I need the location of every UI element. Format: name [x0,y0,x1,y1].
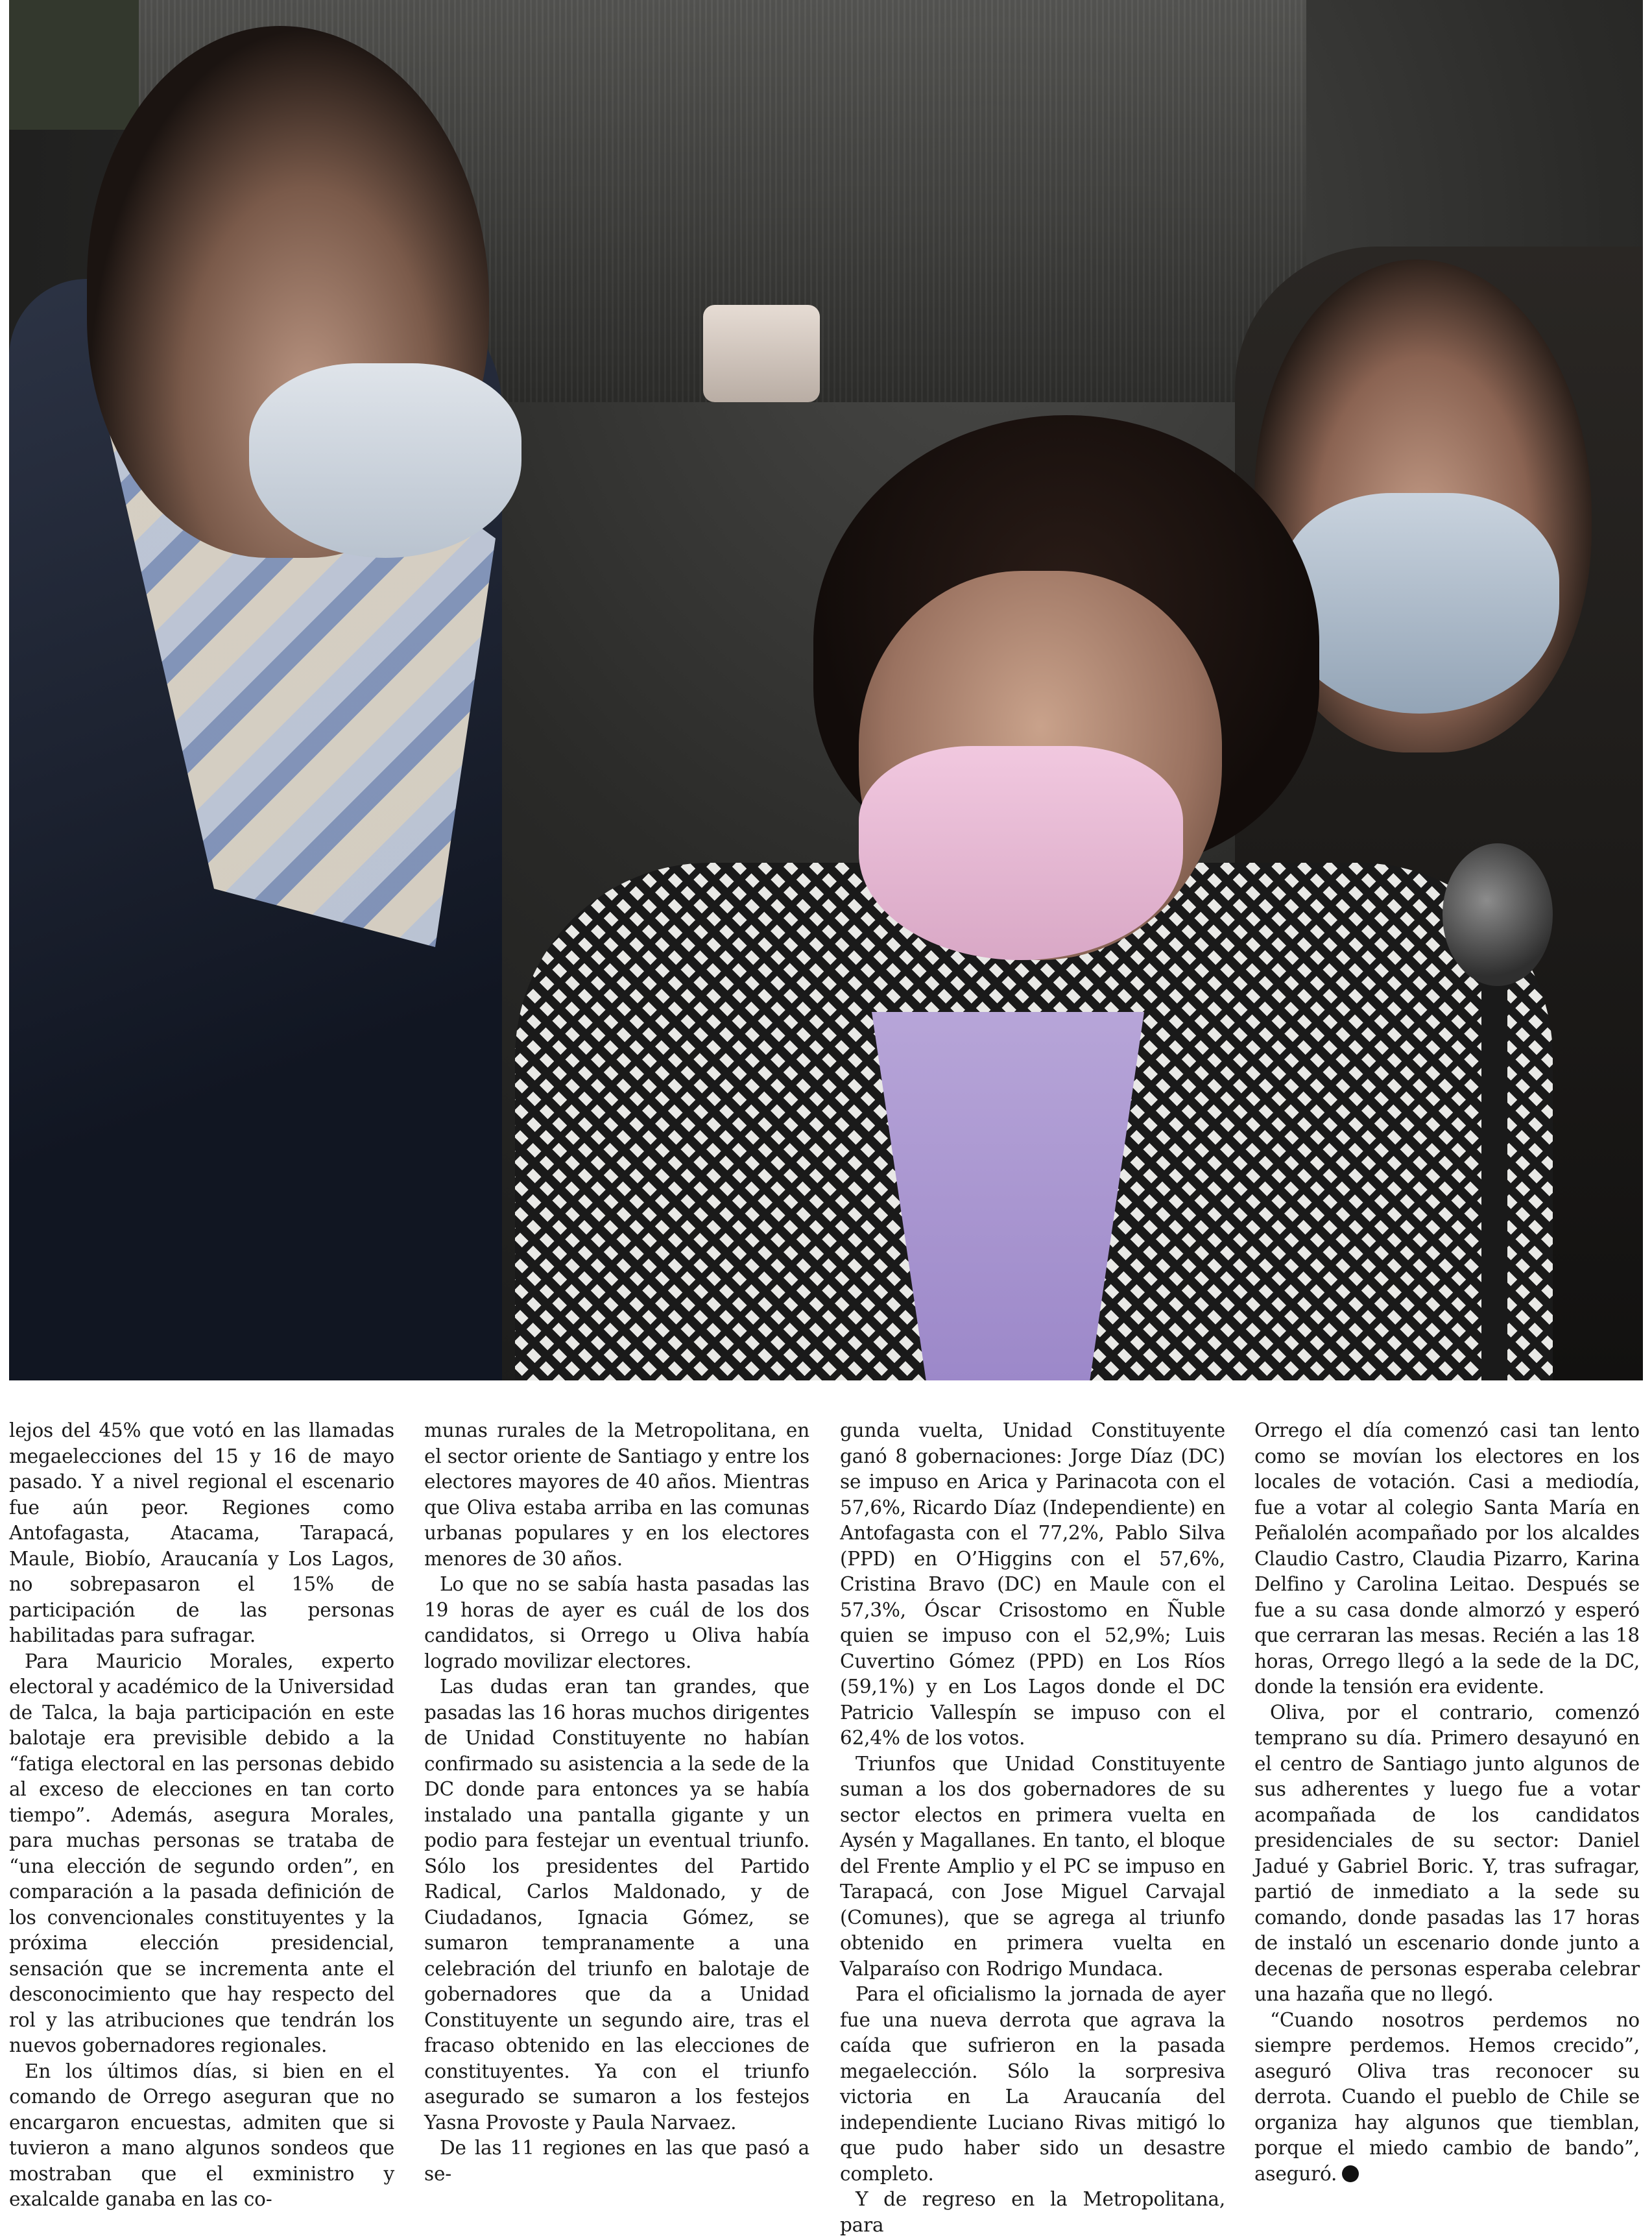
article-body [9,1418,1643,2236]
photo-green-corner [9,0,139,130]
paragraph-final [1254,2008,1640,2187]
photo-woman-pink-mask [859,746,1183,960]
photo-phone-in-crowd [703,305,820,402]
paragraph: Orrego el día comenzó casi tan lento como se movían los electores en los locales de votación. Casi a mediodía, fue a votar al colegio Santa María en Peñalolén acompañado por los alcaldes Claudio Castro, Claudia Pizarro, Karina Delfino y Carolina Leitao. Después se fue a su casa donde almorzó y esperó que cerraran las mesas. Recién a las 18 horas, Orrego llegó a la sede de la DC, donde la tensión era evidente. [1254,1419,1640,1698]
paragraph-final-text: “Cuando nosotros perdemos no siempre perdemos. Hemos crecido”, aseguró Oliva tras reconocer su derrota. Cuando el pueblo de Chile se organiza hay algunos que tiemblan, porque el miedo cambio de bando”, aseguró. [1254,2008,1640,2185]
paragraph: Triunfos que Unidad Constituyente suman a los dos gobernadores de su sector electos en primera vuelta en Aysén y Magallanes. En tanto, el bloque del Frente Amplio y el PC se impuso en Tarapacá, con Jose Miguel Carvajal (Comunes), que se agrega al triunfo obtenido en primera vuelta en Valparaíso con Rodrigo Mundaca. [840,1752,1225,1980]
paragraph: munas rurales de la Metropolitana, en el sector oriente de Santiago y entre los electores mayores de 40 años. Mientras que Oliva estaba arriba en las comunas urbanas populares y en los electores menores de 30 años. [424,1419,809,1570]
paragraph: Lo que no se sabía hasta pasadas las 19 horas de ayer es cuál de los dos candidatos, si Orrego u Oliva había logrado movilizar electores. [424,1573,809,1672]
paragraph: En los últimos días, si bien en el comando de Orrego aseguran que no encargaron encuestas, admiten que si tuvieron a mano algunos sondeos que mostraban que el exministro y exalcalde ganaba en las co- [9,2060,394,2210]
paragraph: Para Mauricio Morales, experto electoral y académico de la Universidad de Talca, la baja participación en este balotaje era previsible debido a la “fatiga electoral en las personas debido al exceso de elecciones en tan corto tiempo”. Además, asegura Morales, para muchas personas se trataba de “una elección de segundo orden”, en comparación a la pasada definición de los convencionales constituyentes y la próxima elección presidencial, sensación que se incrementa ante el desconocimiento que hay respecto del rol y las atribuciones que tendrán los nuevos gobernadores regionales. [9,1650,394,2056]
photo-left-man-mask [249,363,521,558]
paragraph: gunda vuelta, Unidad Constituyente ganó 8 gobernaciones: Jorge Díaz (DC) se impuso en Arica y Parinacota con el 57,6%, Ricardo Díaz (Independiente) en Antofagasta con el 77,2%, Pablo Silva (PPD) en O’Higgins con el 57,6%, Cristina Bravo (DC) en Maule con el 57,3%, Óscar Crisostomo en Ñuble quien se impuso con el 52,9%; Luis Cuvertino Gómez (PPD) en Los Ríos (59,1%) y en Los Lagos donde el DC Patricio Vallespín se impuso con el 62,4% de los votos. [840,1419,1225,1749]
paragraph: Para el oficialismo la jornada de ayer fue una nueva derrota que agrava la caída que sufrieron en la pasada megaelección. Sólo la sorpresiva victoria en La Araucanía del independiente Luciano Rivas mitigó lo que pudo haber sido un desastre completo. [840,1983,1225,2185]
paragraph: De las 11 regiones en las que pasó a se- [424,2137,809,2185]
paragraph: Y de regreso en la Metropolitana, para [840,2188,1225,2236]
article-column-4 [1254,1418,1640,2187]
article-column-1 [9,1418,394,2213]
article-column-3 [840,1418,1225,2238]
news-photo [9,0,1643,1380]
photo-microphone-stand [1481,973,1507,1380]
photo-microphone [1443,843,1553,986]
end-of-article-bullet-icon [1342,2165,1359,2182]
paragraph: lejos del 45% que votó en las llamadas megaelecciones del 15 y 16 de mayo pasado. Y a nivel regional el escenario fue aún peor. Regiones como Antofagasta, Atacama, Tarapacá, Maule, Biobío, Araucanía y Los Lagos, no sobrepasaron el 15% de participación de las personas habilitadas para sufragar. [9,1419,394,1646]
article-column-2 [424,1418,809,2187]
paragraph: Las dudas eran tan grandes, que pasadas las 16 horas muchos dirigentes de Unidad Constituyente no habían confirmado su asistencia a la sede de la DC donde para entonces ya se había instalado una pantalla gigante y un podio para festejar un eventual triunfo. Sólo los presidentes del Partido Radical, Carlos Maldonado, y de Ciudadanos, Ignacia Gómez, se sumaron tempranamente a una celebración del triunfo en balotaje de gobernadores que da a Unidad Constituyente un segundo aire, tras el fracaso obtenido en las elecciones de constituyentes. Ya con el triunfo asegurado se sumaron a los festejos Yasna Provoste y Paula Narvaez. [424,1676,809,2134]
paragraph: Oliva, por el contrario, comenzó temprano su día. Primero desayunó en el centro de Santiago junto algunos de sus adherentes y luego fue a votar acompañada de los candidatos presidenciales de su sector: Daniel Jadué y Gabriel Boric. Y, tras sufragar, partió de inmediato a la sede su comando, donde pasadas las 17 horas de instaló un escenario donde junto a decenas de personas esperaba celebrar una hazaña que no llegó. [1254,1701,1640,2005]
photo-right-man-mask [1280,493,1559,714]
